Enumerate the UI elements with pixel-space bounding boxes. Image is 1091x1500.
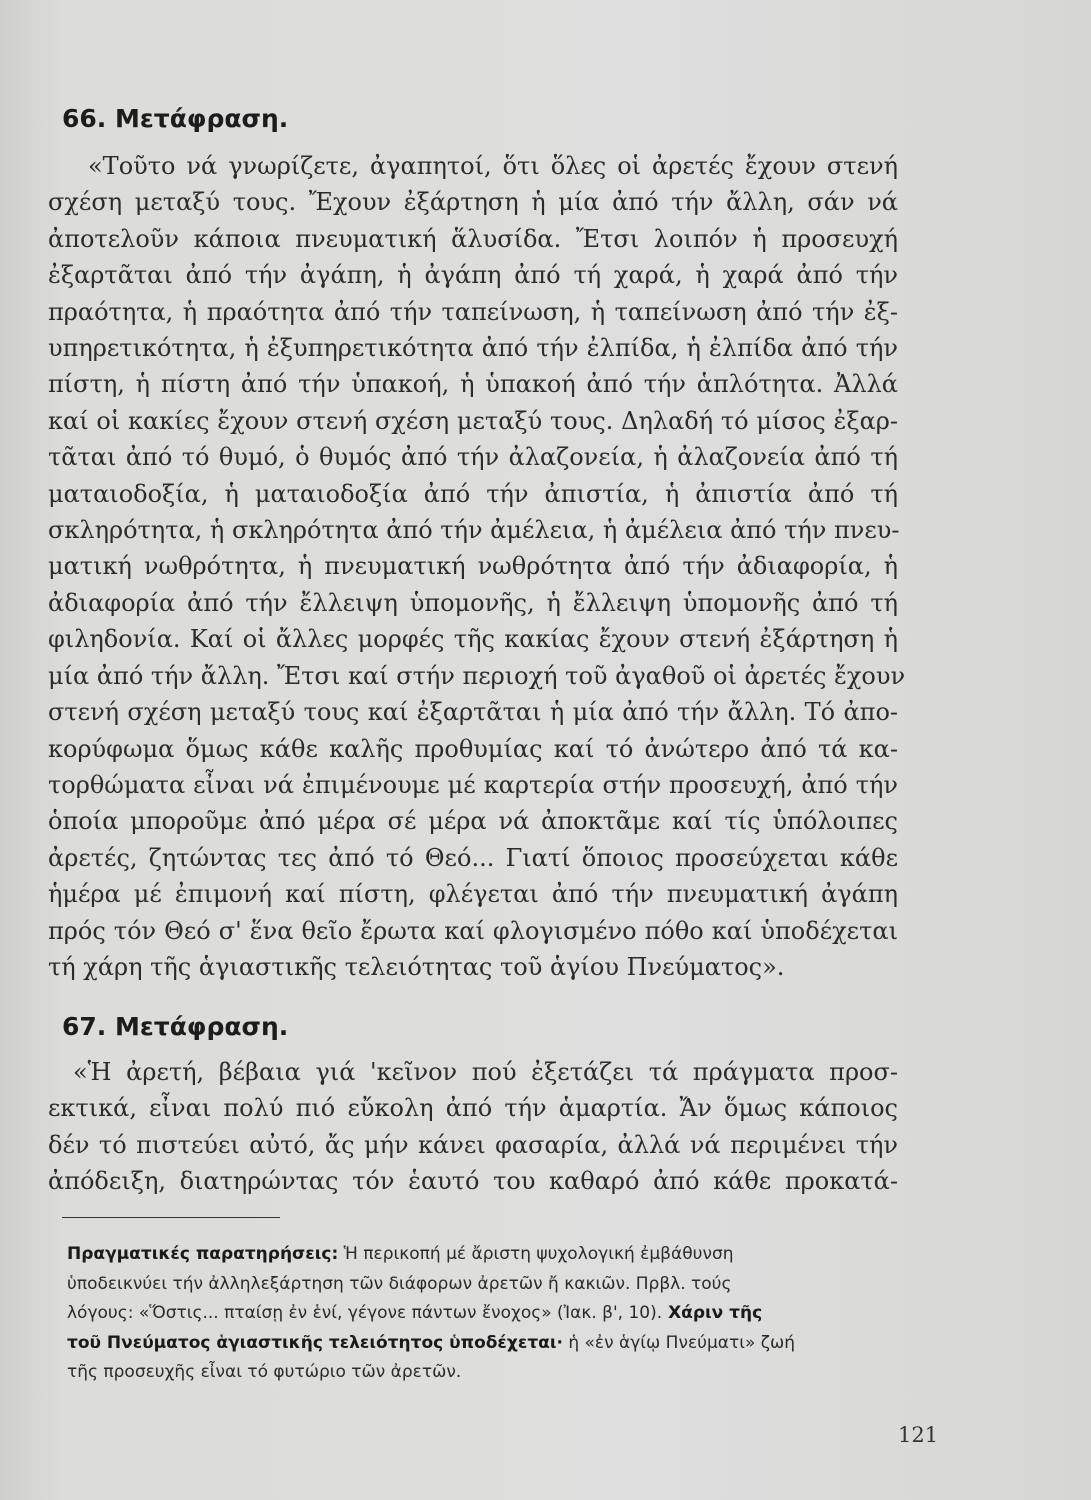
text-line: τορθώματα εἶναι νά ἐπιμένουμε μέ καρτερία στήν προσευχή, ἀπό τήν	[48, 770, 898, 799]
note-line	[67, 1329, 932, 1359]
section-66-heading: 66. Μετάφραση.	[62, 104, 289, 133]
text-line: τᾶται ἀπό τό θυμό, ὁ θυμός ἀπό τήν ἀλαζονεία, ἡ ἀλαζονεία ἀπό τή	[48, 443, 898, 472]
text-line: «Τοῦτο νά γνωρίζετε, ἀγαπητοί, ὅτι ὅλες οἱ ἀρετές ἔχουν στενή	[88, 152, 898, 180]
note-bold-text: τοῦ Πνεύματος ἁγιαστικῆς τελειότητος ὑποδέχεται·	[67, 1332, 563, 1353]
note-line	[67, 1299, 932, 1329]
text-line: ὁποία μποροῦμε ἀπό μέρα σέ μέρα νά ἀποκτᾶμε καί τίς ὑπόλοιπες	[48, 807, 898, 836]
text-line: μία ἀπό τήν ἄλλη. Ἔτσι καί στήν περιοχή τοῦ ἀγαθοῦ οἱ ἀρετές ἔχουν	[48, 661, 906, 690]
page-number: 121	[898, 1423, 939, 1447]
note-line: ὑποδεικνύει τήν ἀλληλεξάρτηση τῶν διάφορων ἀρετῶν ἤ κακιῶν. Πρβλ. τούς	[67, 1273, 732, 1294]
text-line: εκτικά, εἶναι πολύ πιό εὔκολη ἀπό τήν ἁμαρτία. Ἄν ὅμως κάποιος	[48, 1094, 898, 1123]
section-67-text	[48, 1054, 898, 1200]
text-line: πίστη, ἡ πίστη ἀπό τήν ὑπακοή, ἡ ὑπακοή ἀπό τήν ἁπλότητα. Ἀλλά	[48, 370, 898, 399]
section-66-text	[48, 148, 906, 985]
text-line: ἀρετές, ζητώντας τες ἀπό τό Θεό... Γιατί ὅποιος προσεύχεται κάθε	[48, 843, 898, 872]
text-line: κορύφωμα ὅμως κάθε καλῆς προθυμίας καί τό ἀνώτερο ἀπό τά κα-	[48, 734, 898, 763]
text-line: δέν τό πιστεύει αὐτό, ἄς μήν κάνει φασαρία, ἀλλά νά περιμένει τήν	[48, 1130, 898, 1159]
text-line: ἀδιαφορία ἀπό τήν ἔλλειψη ὑπομονῆς, ἡ ἔλλειψη ὑπομονῆς ἀπό τή	[48, 588, 898, 617]
note-line	[67, 1240, 932, 1270]
text-line: ἀπόδειξη, διατηρώντας τόν ἑαυτό του καθαρό ἀπό κάθε προκατά-	[48, 1167, 898, 1196]
text-line: υπηρετικότητα, ἡ ἐξυπηρετικότητα ἀπό τήν ἐλπίδα, ἡ ἐλπίδα ἀπό τήν	[48, 334, 898, 363]
text-line: ματαιοδοξία, ἡ ματαιοδοξία ἀπό τήν ἀπιστία, ἡ ἀπιστία ἀπό τή	[48, 479, 898, 508]
note-bold-text: Χάριν τῆς	[662, 1303, 763, 1323]
text-line: φιληδονία. Καί οἱ ἄλλες μορφές τῆς κακίας ἔχουν στενή ἐξάρτηση ἡ	[48, 625, 898, 654]
text-line: καί οἱ κακίες ἔχουν στενή σχέση μεταξύ τους. Δηλαδή τό μίσος ἐξαρ-	[48, 406, 898, 435]
text-line: πρός τόν Θεό σ' ἕνα θεῖο ἔρωτα καί φλογισμένο πόθο καί ὑποδέχεται	[48, 916, 898, 945]
note-line: τῆς προσευχῆς εἶναι τό φυτώριο τῶν ἀρετῶν.	[67, 1362, 462, 1382]
text-line: στενή σχέση μεταξύ τους καί ἐξαρτᾶται ἡ μία ἀπό τήν ἄλλη. Τό ἀπο-	[48, 698, 898, 727]
text-line: ἀποτελοῦν κάποια πνευματική ἅλυσίδα. Ἔτσι λοιπόν ἡ προσευχή	[48, 224, 898, 253]
note-text: λόγους: «Ὅστις... πταίσῃ ἐν ἑνί, γέγονε πάντων ἔνοχος» (Ἰακ. β', 10).	[67, 1303, 663, 1323]
section-67-heading: 67. Μετάφραση.	[62, 1012, 289, 1041]
text-line: σχέση μεταξύ τους. Ἔχουν ἐξάρτηση ἡ μία ἀπό τήν ἄλλη, σάν νά	[48, 188, 898, 217]
text-line: ἡμέρα μέ ἐπιμονή καί πίστη, φλέγεται ἀπό τήν πνευματική ἀγάπη	[48, 880, 898, 909]
text-line: τή χάρη τῆς ἁγιαστικῆς τελειότητας τοῦ ἁγίου Πνεύματος».	[48, 952, 785, 981]
note-text: Ἡ περικοπή μέ ἄριστη ψυχολογική ἐμβάθυνση	[338, 1244, 734, 1264]
text-line: ἐξαρτᾶται ἀπό τήν ἀγάπη, ἡ ἀγάπη ἀπό τή χαρά, ἡ χαρά ἀπό τήν	[48, 261, 898, 290]
footnote-notes	[67, 1240, 932, 1388]
footnote-divider	[62, 1217, 280, 1218]
text-line: πραότητα, ἡ πραότητα ἀπό τήν ταπείνωση, ἡ ταπείνωση ἀπό τήν ἐξ-	[48, 297, 898, 326]
text-line: «Ἡ ἀρετή, βέβαια γιά 'κεῖνον πού ἐξετάζει τά πράγματα προσ-	[73, 1058, 898, 1086]
text-line: σκληρότητα, ἡ σκληρότητα ἀπό τήν ἀμέλεια, ἡ ἀμέλεια ἀπό τήν πνευ-	[48, 516, 900, 545]
note-text: ἡ «ἐν ἁγίῳ Πνεύματι» ζωή	[562, 1332, 796, 1353]
notes-label: Πραγματικές παρατηρήσεις:	[67, 1244, 339, 1264]
text-line: ματική νωθρότητα, ἡ πνευματική νωθρότητα ἀπό τήν ἀδιαφορία, ἡ	[48, 552, 898, 581]
